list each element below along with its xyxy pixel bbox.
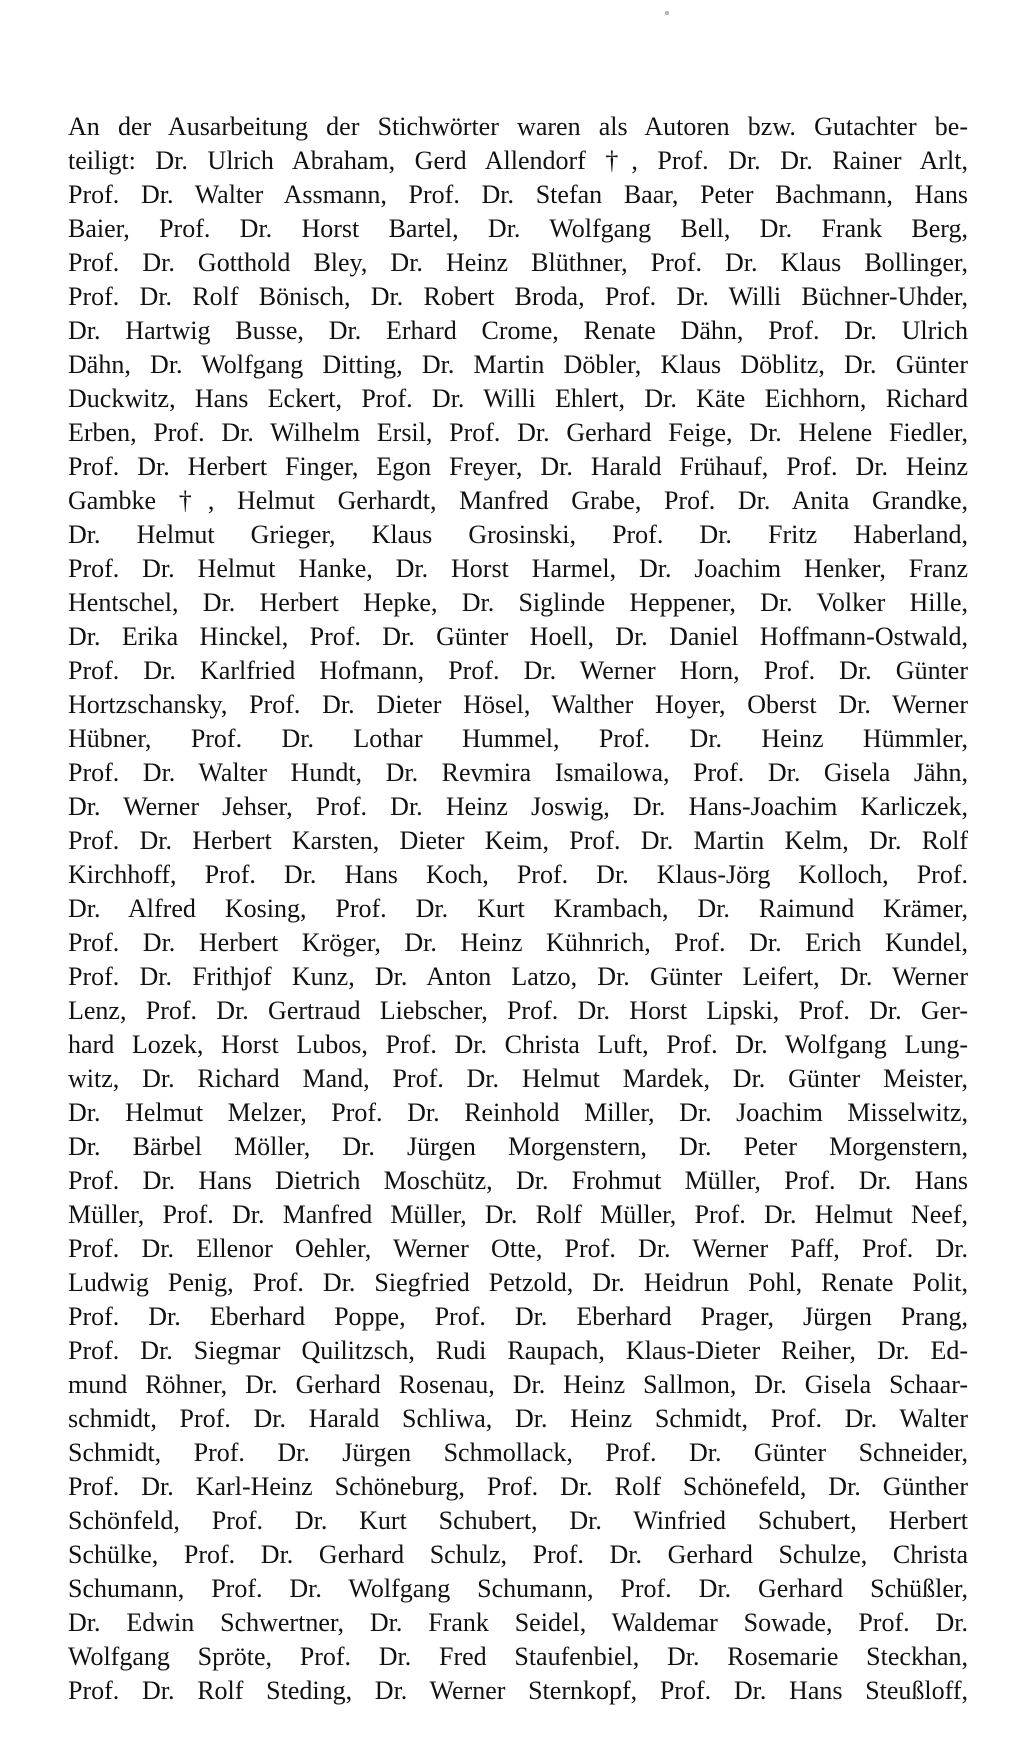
text-line: Prof. Dr. Rolf Steding, Dr. Werner Sternkopf, Prof. Dr. Hans Steußloff, [68,1676,968,1705]
text-line: Schülke, Prof. Dr. Gerhard Schulz, Prof. Dr. Gerhard Schulze, Christa [68,1540,968,1569]
text-line: Prof. Dr. Herbert Finger, Egon Freyer, Dr. Harald Frühauf, Prof. Dr. Heinz [68,452,968,481]
text-line: An der Ausarbeitung der Stichwörter waren als Autoren bzw. Gutachter be- [68,112,968,141]
text-line: Dr. Alfred Kosing, Prof. Dr. Kurt Krambach, Dr. Raimund Krämer, [68,894,968,923]
text-line: Prof. Dr. Eberhard Poppe, Prof. Dr. Eberhard Prager, Jürgen Prang, [68,1302,968,1331]
text-line: Schumann, Prof. Dr. Wolfgang Schumann, Prof. Dr. Gerhard Schüßler, [68,1574,968,1603]
text-line: Hübner, Prof. Dr. Lothar Hummel, Prof. Dr. Heinz Hümmler, [68,724,968,753]
text-line: Prof. Dr. Rolf Bönisch, Dr. Robert Broda, Prof. Dr. Willi Büchner-Uhder, [68,282,968,311]
text-line: Prof. Dr. Siegmar Quilitzsch, Rudi Raupach, Klaus-Dieter Reiher, Dr. Ed- [68,1336,968,1365]
text-line: witz, Dr. Richard Mand, Prof. Dr. Helmut Mardek, Dr. Günter Meister, [68,1064,968,1093]
text-line: Prof. Dr. Ellenor Oehler, Werner Otte, Prof. Dr. Werner Paff, Prof. Dr. [68,1234,968,1263]
text-line: Kirchhoff, Prof. Dr. Hans Koch, Prof. Dr. Klaus-Jörg Kolloch, Prof. [68,860,968,889]
text-line: Prof. Dr. Hans Dietrich Moschütz, Dr. Frohmut Müller, Prof. Dr. Hans [68,1166,968,1195]
scan-speck [665,11,669,15]
text-line: Lenz, Prof. Dr. Gertraud Liebscher, Prof. Dr. Horst Lipski, Prof. Dr. Ger- [68,996,968,1025]
text-line: Dr. Werner Jehser, Prof. Dr. Heinz Joswig, Dr. Hans-Joachim Karliczek, [68,792,968,821]
text-line: Müller, Prof. Dr. Manfred Müller, Dr. Rolf Müller, Prof. Dr. Helmut Neef, [68,1200,968,1229]
text-line: Schönfeld, Prof. Dr. Kurt Schubert, Dr. Winfried Schubert, Herbert [68,1506,968,1535]
text-line: Duckwitz, Hans Eckert, Prof. Dr. Willi Ehlert, Dr. Käte Eichhorn, Richard [68,384,968,413]
text-line: Hentschel, Dr. Herbert Hepke, Dr. Siglinde Heppener, Dr. Volker Hille, [68,588,968,617]
text-line: teiligt: Dr. Ulrich Abraham, Gerd Allendorf †, Prof. Dr. Dr. Rainer Arlt, [68,146,968,175]
text-line: Prof. Dr. Frithjof Kunz, Dr. Anton Latzo, Dr. Günter Leifert, Dr. Werner [68,962,968,991]
text-line: Dähn, Dr. Wolfgang Ditting, Dr. Martin Döbler, Klaus Döblitz, Dr. Günter [68,350,968,379]
text-line: Prof. Dr. Herbert Karsten, Dieter Keim, Prof. Dr. Martin Kelm, Dr. Rolf [68,826,968,855]
text-line: mund Röhner, Dr. Gerhard Rosenau, Dr. Heinz Sallmon, Dr. Gisela Schaar- [68,1370,968,1399]
text-line: Schmidt, Prof. Dr. Jürgen Schmollack, Prof. Dr. Günter Schneider, [68,1438,968,1467]
text-line: Prof. Dr. Herbert Kröger, Dr. Heinz Kühnrich, Prof. Dr. Erich Kundel, [68,928,968,957]
text-line: Baier, Prof. Dr. Horst Bartel, Dr. Wolfgang Bell, Dr. Frank Berg, [68,214,968,243]
text-line: Dr. Hartwig Busse, Dr. Erhard Crome, Renate Dähn, Prof. Dr. Ulrich [68,316,968,345]
text-line: schmidt, Prof. Dr. Harald Schliwa, Dr. Heinz Schmidt, Prof. Dr. Walter [68,1404,968,1433]
text-line: Wolfgang Spröte, Prof. Dr. Fred Staufenbiel, Dr. Rosemarie Steckhan, [68,1642,968,1671]
text-line: Prof. Dr. Gotthold Bley, Dr. Heinz Blüthner, Prof. Dr. Klaus Bollinger, [68,248,968,277]
authors-paragraph [68,110,968,1708]
text-line: Dr. Helmut Melzer, Prof. Dr. Reinhold Miller, Dr. Joachim Misselwitz, [68,1098,968,1127]
text-line: Ludwig Penig, Prof. Dr. Siegfried Petzold, Dr. Heidrun Pohl, Renate Polit, [68,1268,968,1297]
text-line: Prof. Dr. Karlfried Hofmann, Prof. Dr. Werner Horn, Prof. Dr. Günter [68,656,968,685]
text-line: Dr. Bärbel Möller, Dr. Jürgen Morgenstern, Dr. Peter Morgenstern, [68,1132,968,1161]
text-line: Prof. Dr. Helmut Hanke, Dr. Horst Harmel, Dr. Joachim Henker, Franz [68,554,968,583]
text-line: Dr. Erika Hinckel, Prof. Dr. Günter Hoell, Dr. Daniel Hoffmann-Ostwald, [68,622,968,651]
text-line: Prof. Dr. Walter Hundt, Dr. Revmira Ismailowa, Prof. Dr. Gisela Jähn, [68,758,968,787]
text-line: Dr. Edwin Schwertner, Dr. Frank Seidel, Waldemar Sowade, Prof. Dr. [68,1608,968,1637]
text-line: Erben, Prof. Dr. Wilhelm Ersil, Prof. Dr. Gerhard Feige, Dr. Helene Fiedler, [68,418,968,447]
text-line: Dr. Helmut Grieger, Klaus Grosinski, Prof. Dr. Fritz Haberland, [68,520,968,549]
text-line: Prof. Dr. Karl-Heinz Schöneburg, Prof. Dr. Rolf Schönefeld, Dr. Günther [68,1472,968,1501]
text-line: Gambke †, Helmut Gerhardt, Manfred Grabe, Prof. Dr. Anita Grandke, [68,486,968,515]
text-line: Prof. Dr. Walter Assmann, Prof. Dr. Stefan Baar, Peter Bachmann, Hans [68,180,968,209]
text-line: hard Lozek, Horst Lubos, Prof. Dr. Christa Luft, Prof. Dr. Wolfgang Lung- [68,1030,968,1059]
text-line: Hortzschansky, Prof. Dr. Dieter Hösel, Walther Hoyer, Oberst Dr. Werner [68,690,968,719]
